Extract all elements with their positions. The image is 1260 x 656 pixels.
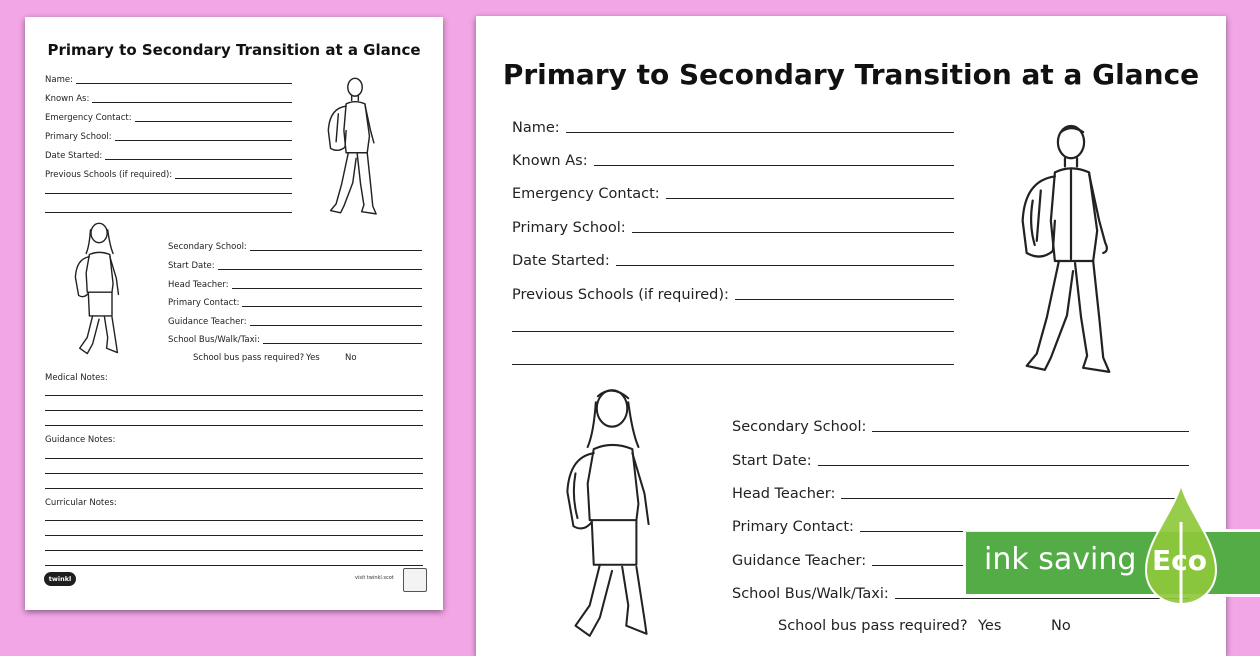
thumb-notes-line[interactable] <box>45 395 423 396</box>
walking-boy-illustration <box>1006 120 1136 392</box>
eco-label: Eco <box>1152 544 1207 577</box>
thumb-notes-line[interactable] <box>45 488 423 489</box>
walking-girl-illustration <box>65 219 131 359</box>
thumb-name-field[interactable]: Name: <box>45 74 292 85</box>
thumb-known-as-field[interactable]: Known As: <box>45 93 292 104</box>
thumb-head-teacher-field[interactable]: Head Teacher: <box>168 279 422 290</box>
walking-girl-illustration <box>546 382 674 646</box>
secondary-school-field[interactable]: Secondary School: <box>732 415 1189 435</box>
thumbnail-title: Primary to Secondary Transition at a Glance <box>47 41 421 59</box>
start-date-field[interactable]: Start Date: <box>732 449 1189 469</box>
ink-saving-text: ink saving <box>984 542 1137 577</box>
ink-saving-eco-badge <box>966 482 1260 617</box>
thumb-medical-notes-label: Medical Notes: <box>45 373 108 383</box>
blank-answer-line[interactable] <box>512 331 954 332</box>
thumb-secondary-school-field[interactable]: Secondary School: <box>168 241 422 252</box>
thumb-guidance-notes-label: Guidance Notes: <box>45 435 116 445</box>
known-as-field[interactable]: Known As: <box>512 149 954 169</box>
date-started-field[interactable]: Date Started: <box>512 249 954 269</box>
bus-pass-no-option[interactable]: No <box>1051 618 1071 634</box>
footer-url: visit twinkl.scot <box>355 575 394 581</box>
thumb-notes-line[interactable] <box>45 410 423 411</box>
school-bus-walk-taxi-field[interactable]: School Bus/Walk/Taxi: <box>732 582 1189 602</box>
thumb-curricular-notes-label: Curricular Notes: <box>45 498 117 508</box>
thumb-blank-line[interactable] <box>45 212 292 213</box>
thumb-bus-pass-question: School bus pass required? <box>193 353 305 363</box>
thumb-notes-line[interactable] <box>45 458 423 459</box>
footer-quality-badge-icon <box>403 568 427 592</box>
thumb-notes-line[interactable] <box>45 473 423 474</box>
thumb-primary-contact-field[interactable]: Primary Contact: <box>168 297 422 308</box>
blank-answer-line[interactable] <box>512 364 954 365</box>
thumb-previous-schools-field[interactable]: Previous Schools (if required): <box>45 169 292 180</box>
thumb-notes-line[interactable] <box>45 535 423 536</box>
thumb-date-started-field[interactable]: Date Started: <box>45 150 292 161</box>
page-title: Primary to Secondary Transition at a Glance <box>502 58 1200 91</box>
thumb-notes-line[interactable] <box>45 425 423 426</box>
thumb-school-bus-field[interactable]: School Bus/Walk/Taxi: <box>168 334 422 345</box>
thumb-emergency-contact-field[interactable]: Emergency Contact: <box>45 112 292 123</box>
twinkl-logo: twinkl <box>44 572 76 586</box>
bus-pass-yes-option[interactable]: Yes <box>978 618 1002 634</box>
thumb-blank-line[interactable] <box>45 193 292 194</box>
thumb-start-date-field[interactable]: Start Date: <box>168 260 422 271</box>
thumbnail-page[interactable] <box>25 17 443 610</box>
previous-schools-field[interactable]: Previous Schools (if required): <box>512 283 954 303</box>
thumb-notes-line[interactable] <box>45 520 423 521</box>
primary-school-field[interactable]: Primary School: <box>512 216 954 236</box>
thumb-guidance-teacher-field[interactable]: Guidance Teacher: <box>168 316 422 327</box>
primary-contact-field[interactable]: Primary Contact: <box>732 515 1189 535</box>
head-teacher-field[interactable]: Head Teacher: <box>732 482 1176 502</box>
thumb-bus-pass-no[interactable]: No <box>345 353 357 363</box>
name-field[interactable]: Name: <box>512 116 954 136</box>
thumb-notes-line[interactable] <box>45 550 423 551</box>
guidance-teacher-field[interactable]: Guidance Teacher: <box>732 549 1189 569</box>
bus-pass-question: School bus pass required? <box>778 618 968 634</box>
thumb-bus-pass-yes[interactable]: Yes <box>306 353 320 363</box>
walking-boy-illustration <box>315 75 395 225</box>
emergency-contact-field[interactable]: Emergency Contact: <box>512 182 954 202</box>
thumb-notes-line[interactable] <box>45 565 423 566</box>
thumb-primary-school-field[interactable]: Primary School: <box>45 131 292 142</box>
